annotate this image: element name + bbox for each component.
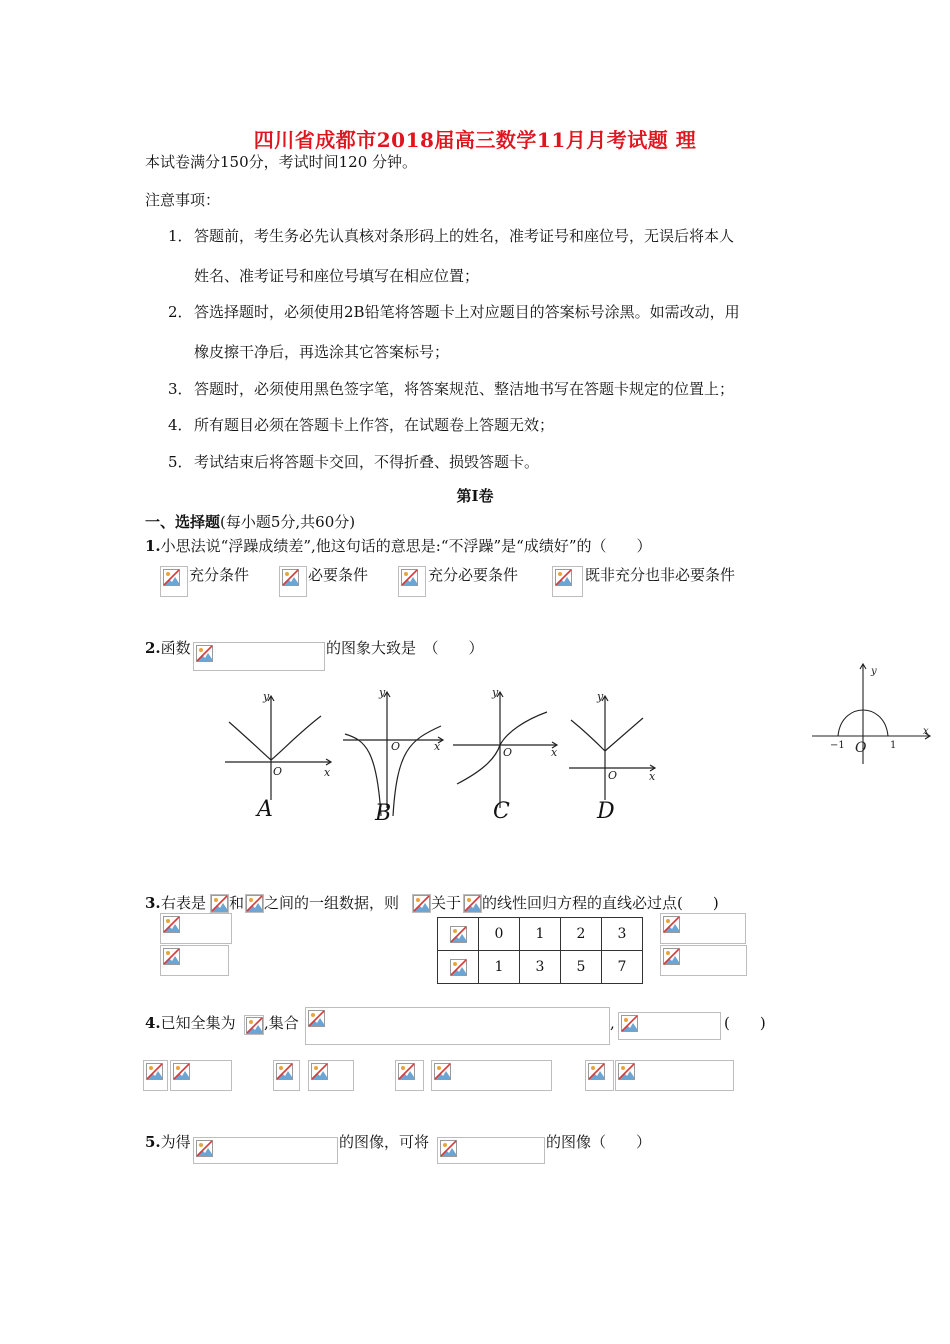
q3-option-a-image [160,913,232,944]
q4-text-1: 已知全集为 [160,1014,236,1032]
broken-image-icon [588,1063,605,1080]
notice-5-num: 5． [168,453,193,471]
broken-image-icon [173,1063,190,1080]
broken-image-icon [246,1017,263,1034]
q1-option-d: 既非充分也非必要条件 [585,566,736,584]
broken-image-icon [663,948,680,965]
graph-d-label: D [597,799,615,824]
q5-stem-start [145,1132,191,1152]
table-cell: 3 [520,951,561,984]
notice-1-line2: 姓名、准考证号和座位号填写在相应位置； [194,267,480,285]
graph-b [343,688,443,816]
graph-b-label: B [375,801,392,826]
broken-image-icon [246,895,263,912]
q3-var-x2-image [463,894,482,913]
notice-3-line1: 答题时，必须使用黑色签字笔，将答案规范、整洁地书写在答题卡规定的位置上； [194,380,735,398]
graph-c-x-label: x [551,746,558,759]
q4-universal-set-image [244,1015,264,1035]
graph-c-label: C [493,799,510,824]
q2-prefix-text: 函数 [160,639,191,657]
q3-number [145,893,161,913]
q5-text-3: 的图像（ ） [546,1133,652,1151]
table-cell: 3 [602,918,643,951]
graph-b-y-label: y [379,688,386,699]
broken-image-icon [196,645,213,662]
table-cell: 5 [561,951,602,984]
q3-number-text: 3. [145,894,161,912]
graph-c-origin: O [503,746,513,759]
q4-option-d-image [615,1060,734,1091]
notice-4-num: 4． [168,416,193,434]
table-row-header-x [438,918,479,951]
broken-image-icon [440,1140,457,1157]
q3-var-x-image [210,894,229,913]
table-cell: 0 [479,918,520,951]
broken-image-icon [163,569,180,586]
q3-text-2: 和 [229,894,245,912]
graph-b-origin: O [391,740,401,753]
q4-text-4: ( ) [724,1014,766,1032]
notice-1-num: 1． [168,227,193,245]
q1-option-c-image [398,566,426,597]
q2-prefix [145,638,191,658]
side-graph-pos: 1 [890,740,897,751]
q3-var-y2-image [412,894,431,913]
q3-text-1: 右表是 [161,894,207,912]
q1-option-c: 充分必要条件 [428,566,519,584]
broken-image-icon [276,1063,293,1080]
q4-option-b-image [308,1060,354,1091]
q4-set-a-image [305,1007,610,1045]
q1-option-b: 必要条件 [308,566,369,584]
side-graph-neg: −1 [830,740,845,751]
graph-b-x-label: x [434,740,441,753]
broken-image-icon [413,895,430,912]
q1-text: 小思法说“浮躁成绩差”,他这句话的意思是:“不浮躁”是“成绩好”的（ ） [160,537,652,555]
q3-text-4: 关于 [431,894,462,912]
q3-text-5: 的线性回归方程的直线必过点( ) [482,894,719,912]
broken-image-icon [450,959,467,976]
notice-2-num: 2． [168,303,193,321]
q1-option-b-image [279,566,307,597]
q4-option-a-letter-image [143,1060,168,1091]
broken-image-icon [555,569,572,586]
graph-c-y-label: y [492,688,499,699]
q2-function-image [193,642,325,671]
q2-suffix: 的图象大致是 （ ） [326,639,484,657]
q1-number: 1. [145,537,161,555]
side-graph-origin: O [855,740,867,756]
graph-d [569,690,656,800]
notice-4-line1: 所有题目必须在答题卡上作答，在试题卷上答题无效； [194,416,555,434]
q5-source-function-image [437,1137,545,1164]
side-graph-x-label: x [923,726,929,737]
page-title: 四川省成都市2018届高三数学11月月考试题 理 [253,128,697,152]
broken-image-icon [311,1063,328,1080]
table-cell: 1 [520,918,561,951]
q4-stem-start [145,1013,236,1033]
broken-image-icon [401,569,418,586]
table-cell: 1 [479,951,520,984]
broken-image-icon [450,926,467,943]
graph-a-label: A [257,797,273,822]
q2-graph-options [215,688,665,828]
broken-image-icon [196,1140,213,1157]
notice-3-num: 3． [168,380,193,398]
broken-image-icon [146,1063,163,1080]
q3-data-table [437,917,643,984]
side-semicircle-graph [808,660,938,765]
table-row [438,918,643,951]
broken-image-icon [211,895,228,912]
intro-text: 本试卷满分150分，考试时间120 分钟。 [145,153,418,171]
graph-a [225,690,331,800]
q5-text-2: 的图像，可将 [339,1133,430,1151]
table-row-header-y [438,951,479,984]
q1-option-a-image [160,566,188,597]
q4-option-a-image [170,1060,232,1091]
broken-image-icon [308,1010,325,1027]
q3-option-c-image [660,913,746,944]
broken-image-icon [464,895,481,912]
graph-a-x-label: x [324,766,331,779]
notice-5-line1: 考试结束后将答题卡交回，不得折叠、损毁答题卡。 [194,453,540,471]
graph-d-x-label: x [649,770,656,783]
q4-option-b-letter-image [273,1060,300,1091]
q5-number: 5. [145,1133,161,1151]
q2-number: 2. [145,639,161,657]
q4-text-2: ,集合 [264,1014,299,1032]
q3-option-b-image [160,945,229,976]
table-row [438,951,643,984]
notice-heading: 注意事项： [145,191,221,209]
side-graph-y-label: y [871,666,877,677]
volume-heading: 第Ⅰ卷 [456,487,494,505]
graph-a-y-label: y [263,690,270,703]
graph-d-origin: O [608,769,618,782]
q3-text-3: 之间的一组数据，则 [264,894,400,912]
broken-image-icon [398,1063,415,1080]
broken-image-icon [163,916,180,933]
broken-image-icon [618,1063,635,1080]
broken-image-icon [434,1063,451,1080]
q4-text-3: , [610,1014,615,1032]
broken-image-icon [163,948,180,965]
section-heading-note: (每小题5分,共60分) [220,513,356,531]
q4-set-b-image [618,1012,721,1040]
q3-option-d-image [660,945,747,976]
q4-option-c-image [431,1060,552,1091]
q4-number: 4. [145,1014,161,1032]
q1-option-d-image [552,566,583,597]
graph-c [453,688,558,808]
table-cell: 7 [602,951,643,984]
q4-option-c-letter-image [395,1060,424,1091]
broken-image-icon [621,1015,638,1032]
q3-var-y-image [245,894,264,913]
section-heading-bold: 一、选择题 [145,513,221,531]
q1-option-a: 充分条件 [189,566,250,584]
table-cell: 2 [561,918,602,951]
q1-stem [145,536,652,556]
section-heading [145,512,355,532]
notice-2-line2: 橡皮擦干净后，再选涂其它答案标号； [194,343,450,361]
broken-image-icon [282,569,299,586]
graph-a-origin: O [273,765,283,778]
q4-option-d-letter-image [585,1060,614,1091]
q5-target-function-image [193,1137,338,1164]
broken-image-icon [663,916,680,933]
graph-d-y-label: y [597,690,604,703]
notice-2-line1: 答选择题时，必须使用2B铅笔将答题卡上对应题目的答案标号涂黑。如需改动，用 [194,303,740,321]
notice-1-line1: 答题前，考生务必先认真核对条形码上的姓名，准考证号和座位号，无误后将本人 [194,227,735,245]
q5-text-1: 为得 [160,1133,191,1151]
